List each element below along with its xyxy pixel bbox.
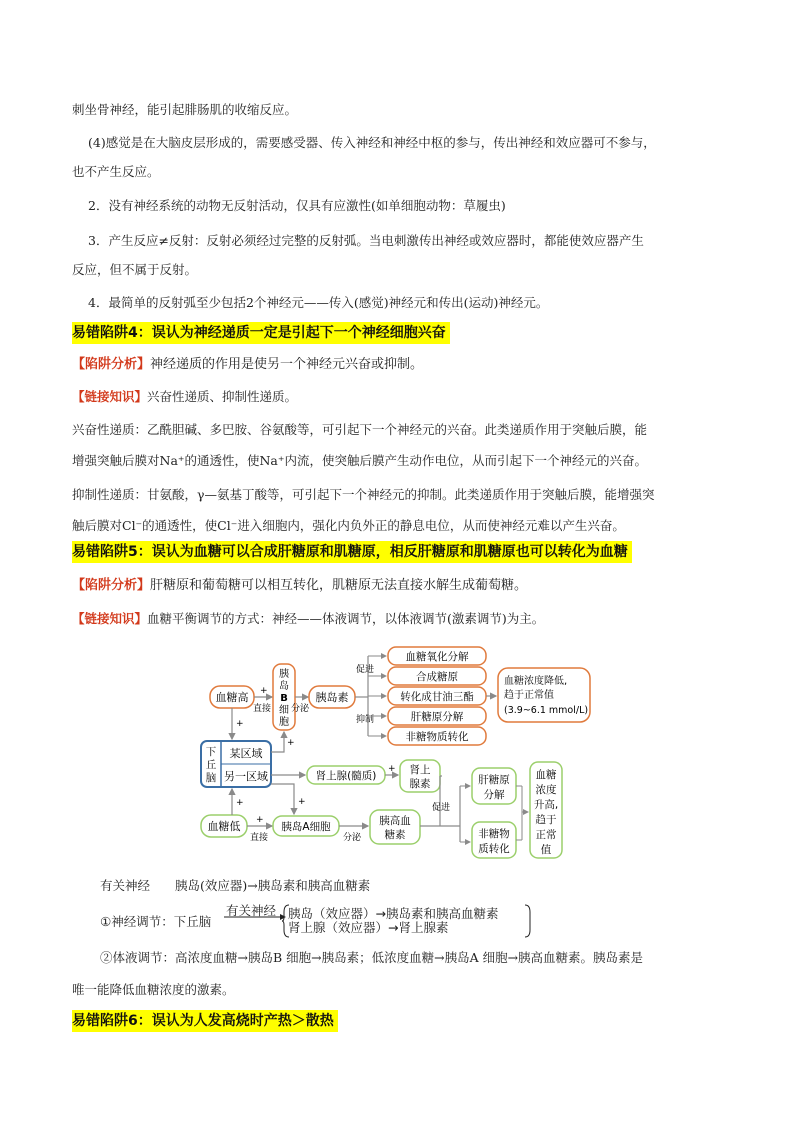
promote-item: 合成糖原 — [416, 671, 458, 683]
result-high-line: 正常 — [535, 829, 557, 841]
b-cell-char: 岛 — [279, 681, 289, 692]
neural-regulation-over: 有关神经 — [226, 903, 277, 918]
high-glucose-label: 血糖高 — [215, 691, 249, 704]
trap4-heading: 易错陷阱4：误认为神经递质一定是引起下一个神经细胞兴奋 — [72, 322, 450, 344]
glucagon-line: 糖素 — [384, 829, 406, 841]
paragraph: 兴奋性递质：乙酰胆碱、多巴胺、谷氨酸等，可引起下一个神经元的兴奋。此类递质作用于突触后膜，能 — [72, 422, 648, 437]
paragraph: 3．产生反应≠反射：反射必须经过完整的反射弧。当电刺激传出神经或效应器时，都能使效应器产生 — [88, 233, 644, 248]
analysis-text: 神经递质的作用是使另一个神经元兴奋或抑制。 — [150, 357, 424, 372]
hypothalamus-char: 下 — [205, 746, 217, 758]
non-sugar-line: 质转化 — [478, 843, 510, 855]
hypothalamus-char: 丘 — [205, 759, 217, 771]
plus-sign: + — [298, 797, 306, 807]
plus-sign: + — [256, 815, 264, 825]
paragraph: 2．没有神经系统的动物无反射活动，仅具有应激性(如单细胞动物：草履虫) — [88, 198, 506, 213]
paragraph: 增强突触后膜对Na⁺的通透性，使Na⁺内流，使突触后膜产生动作电位，从而引起下一个神经元的兴奋。 — [72, 453, 647, 468]
glycogenolysis-line: 肝糖原 — [478, 774, 510, 786]
paragraph: 4．最简单的反射弧至少包括2个神经元——传入(感觉)神经元和传出(运动)神经元。 — [88, 295, 549, 310]
glucagon-line: 胰高血 — [379, 815, 411, 827]
trap4-link — [72, 387, 297, 407]
b-cell-char: 细 — [279, 705, 289, 716]
neural-regulation-label: ①神经调节：下丘脑 — [100, 914, 212, 929]
arrow — [271, 732, 284, 752]
result-low-line: (3.9~6.1 mmol/L) — [504, 705, 589, 716]
glycogenolysis-line: 分解 — [483, 789, 505, 801]
paragraph: 也不产生反应。 — [72, 164, 160, 179]
secrete-label: 分泌 — [291, 704, 310, 714]
result-high-line: 血糖 — [535, 769, 557, 781]
analysis-tag: 【陷阱分析】 — [72, 578, 151, 593]
promote-item: 血糖氧化分解 — [405, 651, 469, 663]
plus-sign: + — [236, 719, 244, 729]
inhibit-label: 抑制 — [356, 715, 375, 725]
paragraph: 反应，但不属于反射。 — [72, 262, 198, 277]
paragraph: 唯一能降低血糖浓度的激素。 — [72, 982, 235, 997]
neural-regulation-arrow — [222, 913, 288, 921]
adrenaline-line: 腺素 — [409, 778, 431, 790]
hypothalamus-char: 脑 — [205, 772, 217, 784]
non-sugar-line: 非糖物 — [478, 828, 510, 840]
link-tag: 【链接知识】 — [72, 389, 148, 404]
plus-sign: + — [388, 764, 396, 774]
trap5-link — [72, 609, 544, 629]
trap6-heading: 易错陷阱6：误认为人发高烧时产热＞散热 — [72, 1010, 338, 1032]
direct-label: 直接 — [253, 704, 272, 714]
area-label: 某区域 — [229, 747, 263, 760]
paragraph: 触后膜对Cl⁻的通透性，使Cl⁻进入细胞内，强化内负外正的静息电位，从而使神经元难以产生兴奋。 — [72, 518, 625, 533]
plus-sign: + — [287, 738, 295, 748]
b-cell-char: 胰 — [279, 669, 289, 680]
secrete-label: 分泌 — [343, 833, 362, 843]
note-line: 有关神经 胰岛(效应器)→胰岛素和胰高血糖素 — [100, 878, 371, 893]
low-glucose-label: 血糖低 — [207, 820, 241, 833]
b-cell-char: 胞 — [279, 717, 289, 728]
plus-sign: + — [260, 686, 268, 696]
result-low-line: 趋于正常值 — [504, 690, 554, 701]
analysis-tag: 【陷阱分析】 — [72, 357, 151, 372]
plus-sign: + — [236, 798, 244, 808]
brace-icon — [524, 904, 532, 938]
result-low-line: 血糖浓度降低, — [504, 676, 568, 687]
result-high-line: 升高, — [533, 799, 559, 811]
paragraph: 刺坐骨神经，能引起腓肠肌的收缩反应。 — [72, 102, 298, 117]
direct-label: 直接 — [250, 833, 269, 843]
blood-glucose-diagram — [195, 640, 605, 860]
promote-label: 促进 — [356, 665, 375, 675]
neural-regulation-top: 胰岛（效应器）→胰岛素和胰高血糖素 — [288, 906, 499, 921]
result-high-line: 趋于 — [535, 814, 557, 826]
neural-regulation-bottom: 肾上腺（效应器）→肾上腺素 — [288, 920, 449, 935]
arrow — [271, 784, 294, 814]
paragraph: 抑制性递质：甘氨酸，γ—氨基丁酸等，可引起下一个神经元的抑制。此类递质作用于突触后膜，能增强突 — [72, 487, 655, 502]
result-high-line: 浓度 — [535, 784, 557, 796]
link-tag: 【链接知识】 — [72, 611, 148, 626]
adrenaline-line: 肾上 — [409, 764, 431, 776]
link-text: 兴奋性递质、抑制性递质。 — [147, 389, 298, 404]
b-cell-char: B — [280, 693, 288, 704]
inhibit-item: 非糖物质转化 — [405, 731, 469, 743]
promote-label: 促进 — [432, 803, 451, 813]
inhibit-item: 肝糖原分解 — [410, 711, 464, 723]
a-cell-label: 胰岛A细胞 — [281, 821, 331, 833]
adrenal-medulla-label: 肾上腺(髓质) — [315, 770, 377, 782]
area-label: 另一区域 — [224, 770, 268, 783]
trap5-analysis — [72, 576, 527, 596]
analysis-text: 肝糖原和葡萄糖可以相互转化，肌糖原无法直接水解生成葡萄糖。 — [150, 578, 528, 593]
trap4-analysis — [72, 355, 423, 375]
link-text: 血糖平衡调节的方式：神经——体液调节，以体液调节(激素调节)为主。 — [147, 611, 545, 626]
result-high-line: 值 — [540, 844, 552, 856]
paragraph: ②体液调节：高浓度血糖→胰岛B 细胞→胰岛素；低浓度血糖→胰岛A 细胞→胰高血糖素。胰岛素是 — [100, 950, 644, 965]
insulin-label: 胰岛素 — [315, 691, 349, 704]
paragraph: (4)感觉是在大脑皮层形成的，需要感受器、传入神经和神经中枢的参与，传出神经和效应器可不参与， — [88, 135, 656, 150]
trap5-heading: 易错陷阱5：误认为血糖可以合成肝糖原和肌糖原，相反肝糖原和肌糖原也可以转化为血糖 — [72, 541, 632, 563]
promote-item: 转化成甘油三酯 — [400, 691, 474, 703]
